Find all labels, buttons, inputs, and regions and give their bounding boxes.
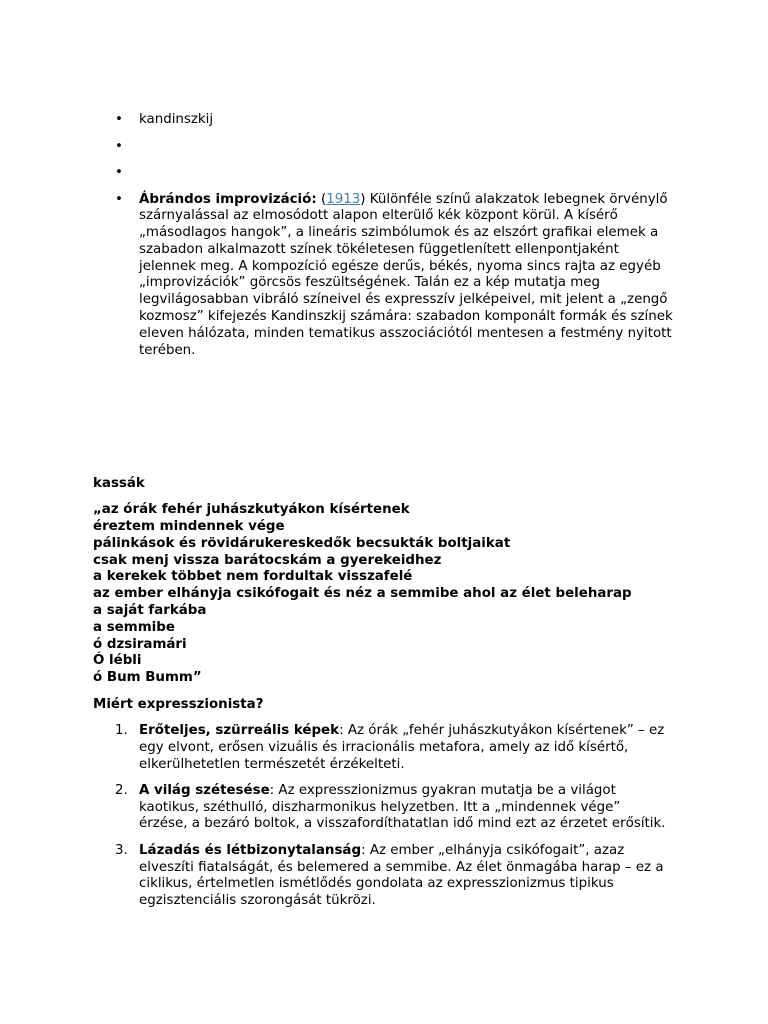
- bullet-list: [93, 112, 673, 369]
- bullet-dot: •: [115, 138, 123, 154]
- list-item: [93, 723, 673, 773]
- reason-text: : Az expresszionizmus gyakran mutatja be a világot kaotikus, széthulló, diszharmonikus helyzetben. Itt a „mindennek vége” érzése, a bezáró boltok, a visszafordíthatatlan idő mind ezt az érzetet erősítik.: [139, 782, 666, 832]
- reason-title: A világ szétesése: [139, 782, 270, 798]
- reason-title: Lázadás és létbizonytalanság: [139, 842, 362, 858]
- poem-line: csak menj vissza barátocskám a gyerekeidhez: [93, 552, 442, 568]
- list-item-text: kandinszkij: [139, 112, 214, 127]
- reason-title: Erőteljes, szürreális képek: [139, 723, 340, 738]
- bullet-dot: •: [115, 191, 123, 207]
- item-number: 3.: [115, 842, 128, 858]
- poem-line: ó Bum Bumm”: [93, 670, 202, 686]
- item-number: 1.: [115, 723, 128, 738]
- painting-description: ) Különféle színű alakzatok lebegnek örvénylő szárnyalással az elmosódott alapon elterülő kék központ körül. A kísérő „másodlagos hangok”, a lineáris szimbólumok és az elszórt grafikai elemek a szabadon alkalmazott színek tökéletesen függetlenített ellenpontjaként jelennek meg. A kompozíció egésze derűs, békés, nyoma sincs rajta az egyéb „improvizációk” görcsös feszültségének. Talán ez a kép mutatja meg legvilágosabban vibráló színeivel és expresszív jelképeivel, mit jelent a „zengő kozmosz” kifejezés Kandinszkij számára: szabadon komponált formák és színek eleven hálózata, minden tematikus asszociációtól mentesen a festmény nyitott terében.: [139, 191, 673, 358]
- poem-line: pálinkások és rövidárukereskedők becsukták boltjaikat: [93, 535, 511, 551]
- poem-line: a kerekek többet nem fordultak visszafelé: [93, 569, 413, 585]
- poem-line: éreztem mindennek vége: [93, 519, 285, 535]
- list-item: [93, 783, 673, 833]
- bullet-dot: •: [115, 165, 123, 180]
- poem-line: „az órák fehér juhászkutyákon kísértenek: [93, 502, 410, 518]
- list-item-empty: [93, 139, 673, 156]
- list-item-painting-description: [93, 192, 673, 360]
- item-number: 2.: [115, 782, 128, 798]
- poem-line: az ember elhányja csikófogait és néz a semmibe ahol az élet beleharap: [93, 586, 632, 602]
- painting-title: Ábrándos improvizáció:: [139, 191, 317, 207]
- list-item: [93, 843, 673, 910]
- poem-line: a semmibe: [93, 619, 175, 635]
- list-item-empty: [93, 165, 673, 182]
- reason-text: : Az ember „elhányja csikófogait”, azaz elveszíti fiatalságát, és belemered a semmibe. Az élet önmagába harap – ez a ciklikus, értelmetlen ismétlődés gondolata az expresszionizmus tipikus egzisztenciális szorongását tükrözi.: [139, 842, 664, 909]
- open-paren: (: [320, 191, 327, 207]
- poem-line: ó dzsiramári: [93, 636, 187, 652]
- poem-line: Ó lébli: [93, 653, 142, 669]
- poem-line: a saját farkába: [93, 603, 207, 619]
- list-item: [93, 112, 673, 129]
- question-heading: Miért expresszionista?: [93, 697, 264, 712]
- reasons-list: [93, 723, 673, 919]
- year-link[interactable]: 1913: [326, 191, 361, 207]
- bullet-dot: •: [115, 112, 123, 127]
- poem-author-heading: kassák: [93, 476, 145, 491]
- poem-block: [93, 476, 693, 687]
- reason-text: : Az órák „fehér juhászkutyákon kísértenek” – ez egy elvont, erősen vizuális és irracionális metafora, amely az idő kísértő, elkerülhetetlen természetét érzékelteti.: [139, 723, 665, 772]
